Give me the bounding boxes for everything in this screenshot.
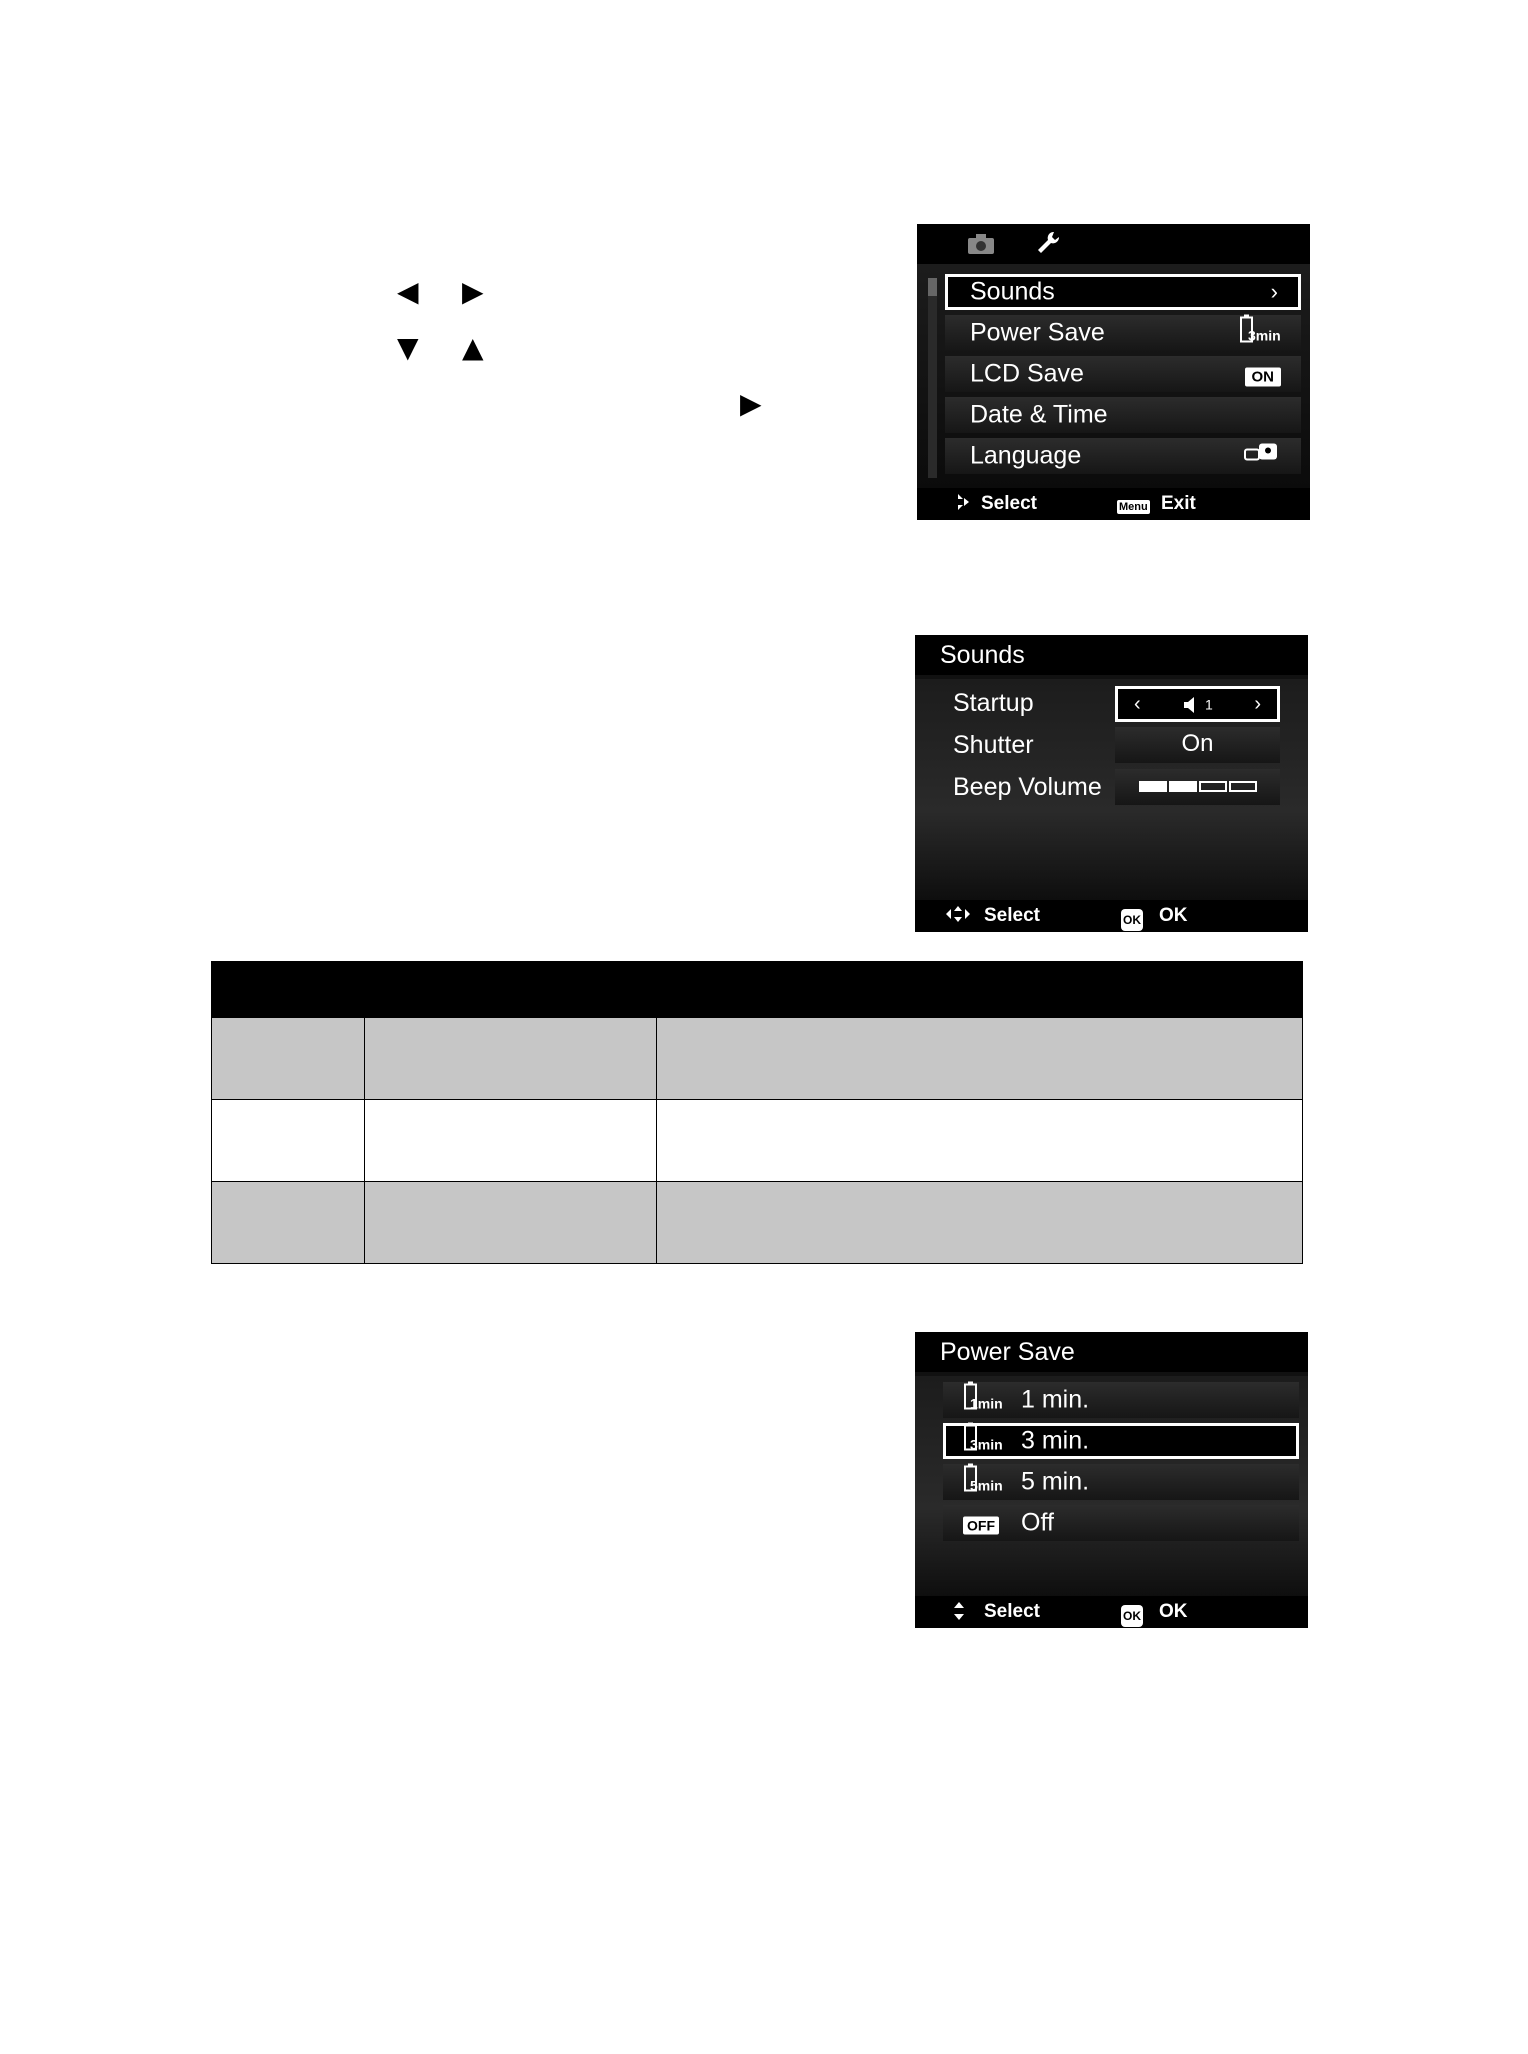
- startup-selector[interactable]: [1115, 686, 1280, 722]
- startup-value: 1: [1204, 696, 1213, 713]
- battery-5min-icon: [963, 1464, 1007, 1501]
- table-cell: [365, 1182, 657, 1264]
- menu-item-power-save[interactable]: [945, 315, 1301, 351]
- up-down-select-icon: [955, 493, 971, 517]
- table-row: [212, 1182, 1303, 1264]
- option-label: Off: [1021, 1508, 1054, 1537]
- four-way-select-icon: [945, 905, 971, 929]
- option-1-min[interactable]: [943, 1382, 1299, 1418]
- option-3-min[interactable]: [943, 1423, 1299, 1459]
- table-cell: [365, 1100, 657, 1182]
- beep-volume-meter[interactable]: [1115, 769, 1280, 805]
- menu-item-label: Language: [970, 441, 1082, 470]
- scrollbar-thumb[interactable]: [928, 278, 937, 296]
- power-save-list: [915, 1376, 1308, 1597]
- table-header-cell: [657, 962, 1303, 1018]
- table-row: [212, 1100, 1303, 1182]
- table-cell: [657, 1018, 1303, 1100]
- option-label: 1 min.: [1021, 1385, 1090, 1414]
- screen-title: Power Save: [940, 1338, 1075, 1366]
- power-save-footer: [915, 1596, 1308, 1628]
- table-cell: [212, 1100, 365, 1182]
- menu-item-label: Power Save: [970, 318, 1105, 347]
- table-header-cell: [212, 962, 365, 1018]
- select-hint: Select: [984, 1601, 1040, 1622]
- screen-title: Sounds: [940, 641, 1025, 669]
- table-cell: [657, 1182, 1303, 1264]
- menu-item-date-time[interactable]: [945, 397, 1301, 433]
- chevron-left-icon[interactable]: ‹: [1134, 693, 1141, 715]
- power-save-screen: [915, 1332, 1308, 1628]
- svg-text:5min: 5min: [970, 1477, 1003, 1494]
- menu-item-label: LCD Save: [970, 359, 1084, 388]
- speaker-icon: [1182, 690, 1205, 717]
- sounds-screen: [915, 635, 1308, 932]
- off-badge: OFF: [963, 1517, 999, 1535]
- menu-item-label: Date & Time: [970, 400, 1108, 429]
- chevron-right-icon[interactable]: ›: [1254, 693, 1261, 715]
- svg-text:3min: 3min: [970, 1436, 1003, 1453]
- table-header-row: [212, 962, 1303, 1018]
- beep-volume-label: Beep Volume: [953, 773, 1102, 801]
- volume-segment: [1139, 781, 1167, 792]
- battery-3min-icon: [963, 1423, 1007, 1460]
- svg-text:1min: 1min: [970, 1395, 1003, 1412]
- table-cell: [657, 1100, 1303, 1182]
- select-hint: Select: [981, 493, 1037, 514]
- ok-badge: OK: [1121, 909, 1143, 931]
- sounds-list: [915, 679, 1308, 900]
- right-arrow-icon: ▶: [740, 387, 762, 420]
- setup-menu-list: [917, 264, 1310, 488]
- volume-segment: [1169, 781, 1197, 792]
- left-arrow-icon: ◀: [397, 275, 419, 308]
- menu-item-label: Sounds: [970, 277, 1055, 306]
- table-header-cell: [365, 962, 657, 1018]
- table-row: [212, 1018, 1303, 1100]
- sounds-settings-table: [211, 961, 1303, 1264]
- camera-icon[interactable]: [967, 233, 995, 260]
- setup-menu-footer: [917, 488, 1310, 520]
- volume-segment: [1199, 781, 1227, 792]
- ok-hint: OK: [1159, 905, 1188, 926]
- wrench-icon[interactable]: [1035, 230, 1061, 261]
- table-cell: [212, 1018, 365, 1100]
- menu-badge: Menu: [1119, 501, 1148, 513]
- menu-item-lcd-save[interactable]: [945, 356, 1301, 392]
- right-arrow-icon: ▶: [462, 275, 484, 308]
- shutter-value[interactable]: On: [1115, 727, 1280, 763]
- menu-item-language[interactable]: [945, 438, 1301, 474]
- option-5-min[interactable]: [943, 1464, 1299, 1500]
- battery-1min-icon: [963, 1382, 1007, 1419]
- select-hint: Select: [984, 905, 1040, 926]
- scrollbar-track[interactable]: [928, 278, 937, 478]
- up-down-select-icon: [953, 1601, 965, 1627]
- svg-text:3min: 3min: [1248, 327, 1281, 344]
- chevron-right-icon: ›: [1270, 279, 1278, 304]
- startup-label: Startup: [953, 689, 1034, 717]
- option-label: 5 min.: [1021, 1467, 1090, 1496]
- up-arrow-icon: ▲: [462, 331, 484, 364]
- ok-badge: OK: [1121, 1605, 1143, 1627]
- sounds-footer: [915, 900, 1308, 932]
- tab-bar: [917, 224, 1310, 264]
- table-cell: [365, 1018, 657, 1100]
- option-off[interactable]: [943, 1505, 1299, 1541]
- menu-item-sounds[interactable]: [945, 274, 1301, 310]
- language-icon: [1243, 442, 1281, 471]
- title-bar: [915, 1332, 1308, 1372]
- option-label: 3 min.: [1021, 1426, 1090, 1455]
- volume-segment: [1229, 781, 1257, 792]
- setup-menu-screen: [917, 224, 1310, 520]
- ok-hint: OK: [1159, 1601, 1188, 1622]
- down-arrow-icon: ▼: [397, 331, 419, 364]
- battery-3min-icon: [1239, 315, 1281, 352]
- title-bar: [915, 635, 1308, 675]
- shutter-label: Shutter: [953, 731, 1034, 759]
- table-cell: [212, 1182, 365, 1264]
- on-badge: ON: [1245, 368, 1282, 387]
- exit-hint: Exit: [1161, 493, 1196, 514]
